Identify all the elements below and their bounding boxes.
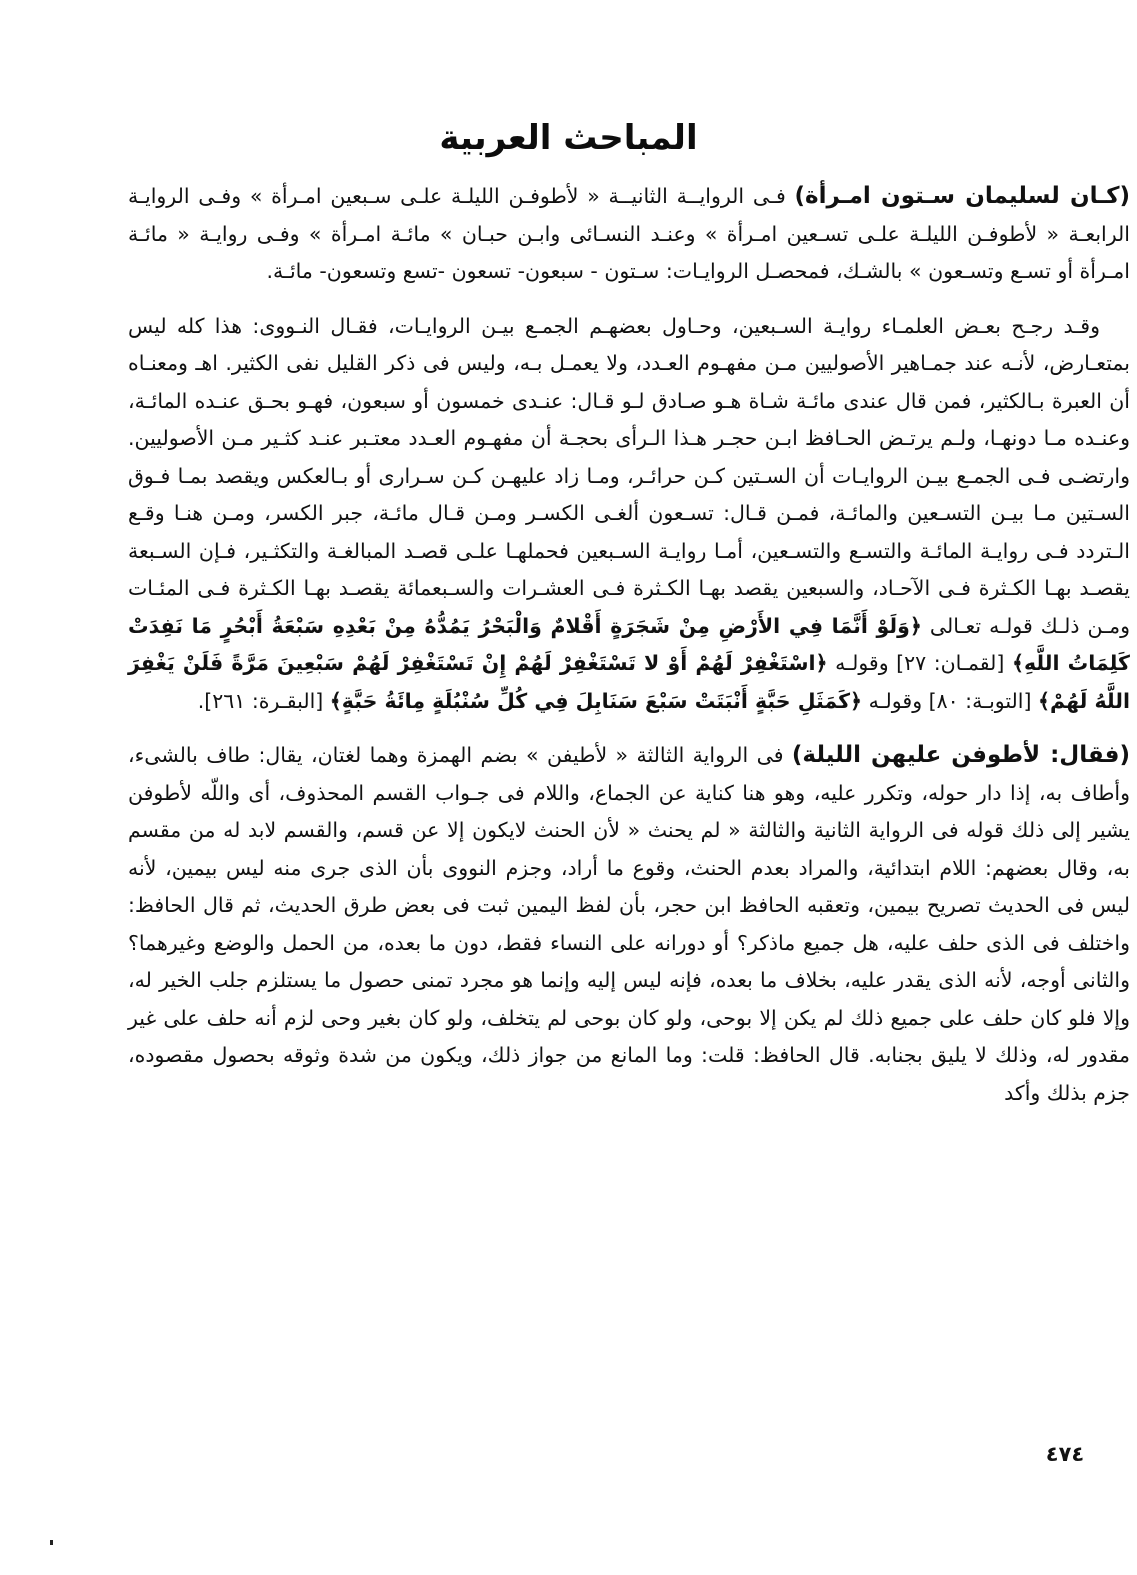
quran-verse: ﴿كَمَثَلِ حَبَّةٍ أَنْبَتَتْ سَبْعَ سَنَابِلَ فِي كُلِّ سُنْبُلَةٍ مِائَةُ حَبَّةٍ﴾ bbox=[329, 688, 863, 713]
paragraph-reconciliation bbox=[128, 308, 1130, 721]
page-number: ٤٧٤ bbox=[1045, 1442, 1085, 1466]
page-title: المباحث العربية bbox=[439, 117, 698, 158]
paragraph-lead-heading: (فقال: لأطوفن عليهن الليلة) bbox=[791, 742, 1130, 768]
paragraph-narrations bbox=[128, 178, 1130, 291]
paragraph-text: وقـد رجـح بعـض العلمـاء روايـة السـبعين، وحـاول بعضهـم الجمـع بيـن الروايـات، فقـال النـووى: هذا كله ليس بمتعـارض، لأنـه عند جمـاهير الأصوليين مـن مفهـوم العـدد، ولا يعمـل بـه، وليس فى ذكر القليل نفى الكثير. اهـ ومعنـاه أن العبرة بـالكثير، فمن قال عندى مائـة شـاة هـو صـادق لـو قـال: عنـدى خمسون أو سبعون، فهـو بحـق عنـده المائـة، وعنـده مـا دونهـا، ولـم يرتـض الحـافظ ابـن حجـر هـذا الـرأى بحجـة أن مفهـوم العـدد معتـبر عنـد كثـير مـن الأصوليين. وارتضـى فـى الجمـع بيـن الروايـات أن السـتين كـن حرائـر، ومـا زاد عليهـن كـن سـرارى أو بـالعكس ويقصد بمـا فـوق السـتين مـا بيـن التسـعين والمائـة، فمـن قـال: تسـعون ألغـى الكسـر ومـن قـال مائـة، جبر الكسر، ومـن هنـا وقـع الـتردد فـى روايـة المائـة والتسـع والتسـعين، أمـا روايـة السـبعين فحملهـا علـى قصـد المبالغـة والتكثـير، فـإن السـبعة يقصـد بهـا الكـثرة فـى الآحـاد، والسبعين يقصد بهـا الكـثرة فـى العشـرات والسـبعمائة يقصـد بهـا الكـثرة فـى المئـات ومـن ذلـك قولـه تعـالى bbox=[128, 313, 1130, 638]
scan-speck bbox=[50, 1540, 53, 1545]
paragraph-text: فى الرواية الثالثة « لأطيفن » بضم الهمزة وهما لغتان، يقال: طاف بالشىء، وأطاف به، إذا دار حوله، وتكرر عليه، وهو هنا كناية عن الجماع، واللام فى جـواب القسم المحذوف، أى واللّه لأطوفن يشير إلى ذلك قوله فى الرواية الثانية والثالثة « لم يحنث « لأن الحنث لايكون إلا عن قسم، والقسم لابد له من مقسم به، وقال بعضهم: اللام ابتدائية، والمراد بعدم الحنث، وقوع ما أراد، وجزم النووى بأن الذى جرى منه ليس بيمين، لأنه ليس فى الحديث تصريح بيمين، وتعقبه الحافظ ابن حجر، بأن لفظ اليمين ثبت فى بعض طرق الحديث، ثم قال الحافظ: واختلف فى الذى حلف عليه، هل جميع ماذكر؟ أو دورانه على النساء فقط، دون ما بعده، من الحمل والوضع وغيرهما؟ والثانى أوجه، لأنه الذى يقدر عليه، بخلاف ما بعده، فإنه ليس إليه وإنما هو مجرد تمنى حصول ما يستلزم جلب الخير له، وإلا فلو كان حلف على جميع ذلك لم يكن إلا بوحى، ولو كان بوحى لم يتخلف، ولو كان بغير وحى لزم أنه حلف على غير مقدور له، وذلك لا يليق بجنابه. قال الحافظ: قلت: وما المانع من جواز ذلك، ويكون من شدة وثوقه بحصول مقصوده، جزم بذلك وأكد bbox=[128, 743, 1130, 1105]
document-body bbox=[128, 178, 1130, 1112]
quran-verse: ﴿وَلَوْ أَنَّمَا فِي الأَرْضِ مِنْ شَجَرَةٍ أَقْلامٌ وَالْبَحْرُ يَمُدُّهُ مِنْ بَعْدِهِ سَبْعَةُ أَبْحُرٍ مَا نَفِدَتْ كَلِمَاتُ اللَّهِ﴾ bbox=[128, 613, 1130, 675]
verse-reference: [لقمـان: ٢٧] وقولـه bbox=[827, 651, 1012, 675]
quran-verse: ﴿اسْتَغْفِرْ لَهُمْ أَوْ لا تَسْتَغْفِرْ لَهُمْ إِنْ تَسْتَغْفِرْ لَهُمْ سَبْعِينَ مَرَّةً فَلَنْ يَغْفِرَ اللَّهُ لَهُمْ﴾ bbox=[128, 651, 1130, 713]
paragraph-lead-heading: (كـان لسليمان سـتون امـرأة) bbox=[794, 183, 1130, 209]
verse-reference: [البقـرة: ٢٦١]. bbox=[197, 688, 330, 713]
verse-reference: [التوبـة: ٨٠] وقولـه bbox=[862, 688, 1039, 713]
paragraph-text: فـى الروايــة الثانيــة « لأطوفـن الليلـة علـى سـبعين امـرأة » وفـى الروايـة الرابعـة « لأطوفـن الليلـة علـى تسـعين امـرأة » وعنـد النسـائى وابـن حبـان » مائـة امـرأة » وفـى روايـة « مائـة امـرأة أو تسـع وتسـعون » بالشـك، فمحصـل الروايـات: سـتون - سبعون- تسعون -تسع وتسعون- مائـة. bbox=[128, 184, 1130, 283]
paragraph-oath bbox=[128, 737, 1130, 1112]
